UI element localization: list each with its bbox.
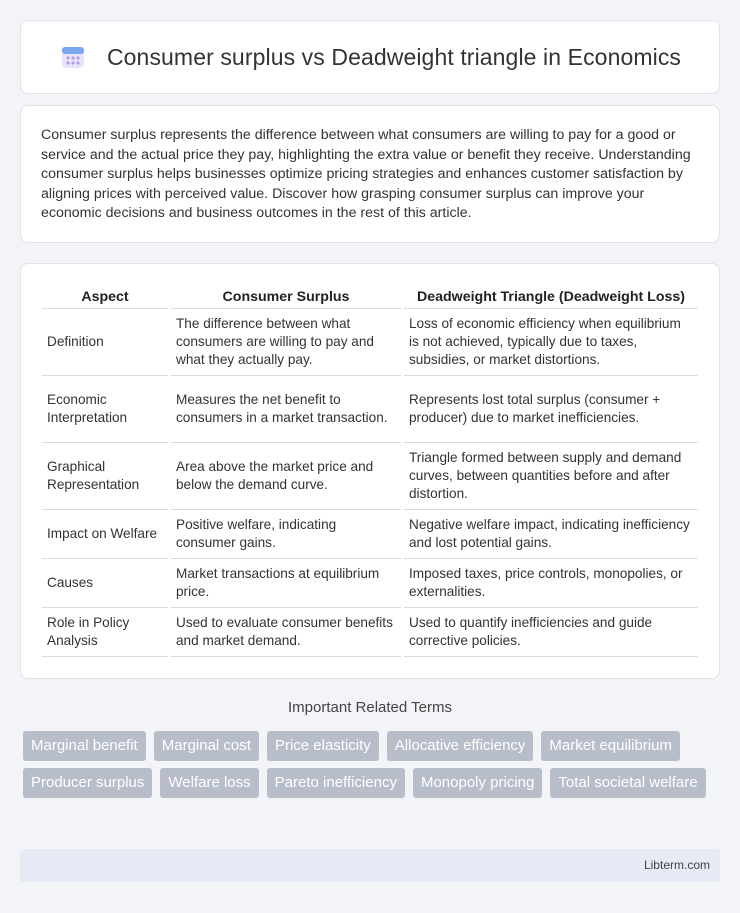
tag-monopoly-pricing[interactable]: Monopoly pricing (413, 768, 542, 798)
row-consumer-surplus: Area above the market price and below the demand curve. (171, 443, 401, 510)
tag-market-equilibrium[interactable]: Market equilibrium (541, 731, 680, 761)
column-header-deadweight: Deadweight Triangle (Deadweight Loss) (404, 284, 698, 309)
table-header-row (42, 284, 698, 309)
tag-producer-surplus[interactable]: Producer surplus (23, 768, 152, 798)
table-row (42, 510, 698, 559)
row-aspect: Impact on Welfare (42, 510, 168, 559)
row-deadweight: Loss of economic efficiency when equilibrium is not achieved, typically due to taxes, subsidies, or market distortions. (404, 309, 698, 376)
intro-text: Consumer surplus represents the difference between what consumers are willing to pay for a good or service and the actual price they pay, highlighting the extra value or benefit they receive. Understanding consumer surplus helps businesses optimize pricing strategies and enhances customer satisfaction by aligning prices with perceived value. Discover how grasping consumer surplus can improve your economic decisions and business outcomes in the rest of this article. (41, 127, 691, 222)
row-aspect: Causes (42, 559, 168, 608)
row-consumer-surplus: Positive welfare, indicating consumer gains. (171, 510, 401, 559)
tag-marginal-benefit[interactable]: Marginal benefit (23, 731, 146, 761)
tag-total-societal-welfare[interactable]: Total societal welfare (550, 768, 705, 798)
related-terms-title: Important Related Terms (288, 699, 452, 716)
tag-price-elasticity[interactable]: Price elasticity (267, 731, 379, 761)
column-header-aspect: Aspect (42, 284, 168, 309)
row-aspect: Graphical Representation (42, 443, 168, 510)
column-header-consumer-surplus: Consumer Surplus (171, 284, 401, 309)
footer (20, 849, 720, 882)
row-consumer-surplus: Measures the net benefit to consumers in a market transaction. (171, 376, 401, 443)
footer-brand[interactable]: Libterm.com (643, 858, 710, 872)
tag-allocative-efficiency[interactable]: Allocative efficiency (387, 731, 534, 761)
header-card (20, 20, 720, 94)
calendar-icon (59, 43, 87, 71)
row-deadweight: Triangle formed between supply and demand curves, between quantities before and after distortion. (404, 443, 698, 510)
row-deadweight: Negative welfare impact, indicating inefficiency and lost potential gains. (404, 510, 698, 559)
row-aspect: Economic Interpretation (42, 376, 168, 443)
page-title: Consumer surplus vs Deadweight triangle in Economics (106, 43, 682, 70)
related-terms-list (23, 731, 723, 798)
tag-welfare-loss[interactable]: Welfare loss (160, 768, 258, 798)
comparison-table-card (20, 263, 720, 679)
table-row (42, 443, 698, 510)
row-consumer-surplus: Used to evaluate consumer benefits and market demand. (171, 608, 401, 657)
intro-card (20, 105, 720, 243)
row-consumer-surplus: Market transactions at equilibrium price. (171, 559, 401, 608)
row-consumer-surplus: The difference between what consumers are willing to pay and what they actually pay. (171, 309, 401, 376)
comparison-table (39, 284, 701, 657)
row-deadweight: Imposed taxes, price controls, monopolies, or externalities. (404, 559, 698, 608)
table-row (42, 559, 698, 608)
table-row (42, 309, 698, 376)
table-row (42, 608, 698, 657)
row-aspect: Role in Policy Analysis (42, 608, 168, 657)
tag-pareto-inefficiency[interactable]: Pareto inefficiency (267, 768, 405, 798)
table-row (42, 376, 698, 443)
row-aspect: Definition (42, 309, 168, 376)
tag-marginal-cost[interactable]: Marginal cost (154, 731, 259, 761)
row-deadweight: Represents lost total surplus (consumer + producer) due to market inefficiencies. (404, 376, 698, 443)
row-deadweight: Used to quantify inefficiencies and guide corrective policies. (404, 608, 698, 657)
